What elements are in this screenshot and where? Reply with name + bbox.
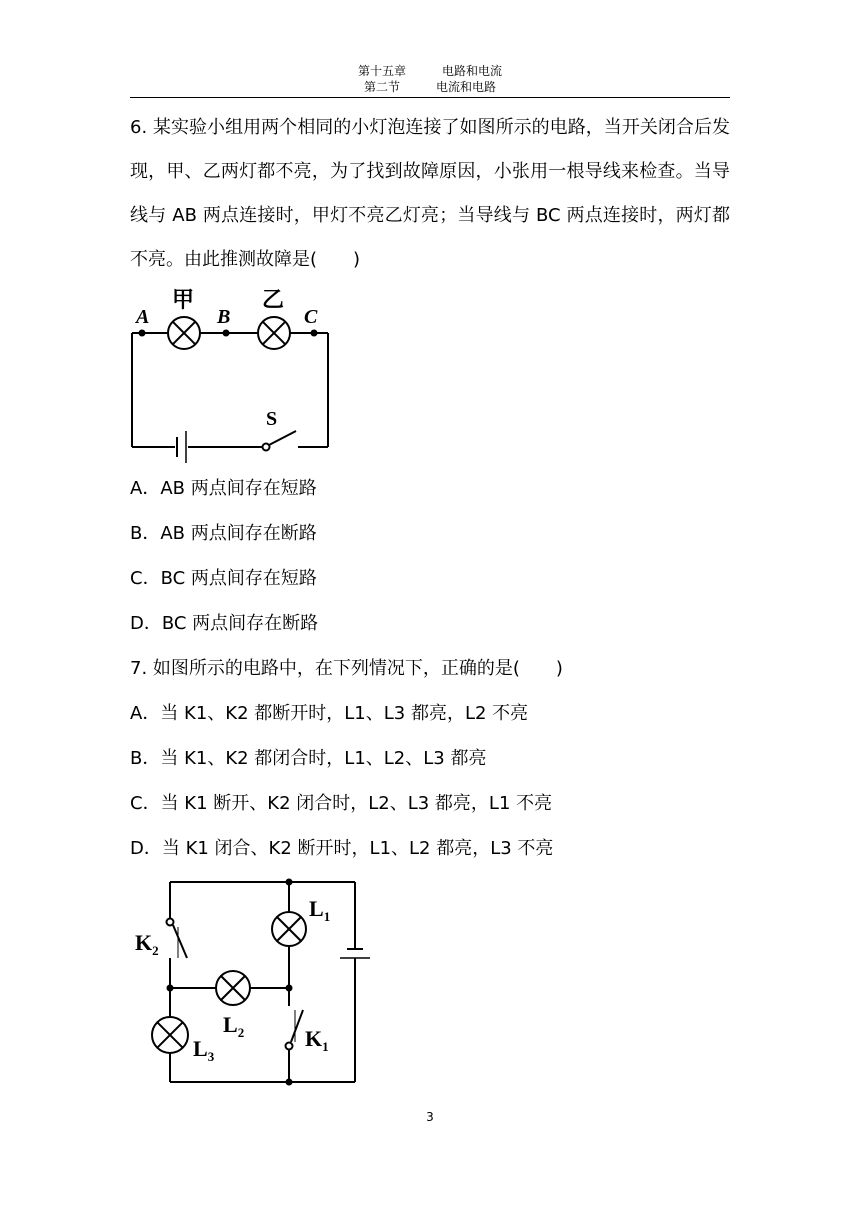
- lamp-l2-icon: [216, 971, 250, 1005]
- battery-icon: [177, 431, 186, 463]
- q6-circuit-diagram: [120, 285, 340, 465]
- label-yi: 乙: [262, 288, 285, 313]
- label-l1: $L_1$: [309, 896, 331, 924]
- label-b: B: [217, 306, 231, 328]
- header-chapter-title: 电路和电流: [442, 64, 503, 78]
- lamp-l1-icon: [272, 912, 306, 946]
- running-header-section: [0, 80, 860, 94]
- switch-icon: [263, 431, 297, 451]
- point-b-dot: [223, 330, 230, 337]
- running-header-chapter: [0, 64, 860, 78]
- switch-k2-icon: [167, 919, 188, 959]
- junction-dot: [286, 879, 293, 886]
- point-a-dot: [139, 330, 146, 337]
- header-rule: [130, 97, 730, 98]
- header-chapter: 第十五章: [357, 64, 406, 78]
- label-k2: $K_2$: [135, 930, 159, 958]
- q6-option-b: B．AB 两点间存在断路: [130, 523, 317, 544]
- q6-option-c: C．BC 两点间存在短路: [130, 568, 317, 589]
- lamp-jia-icon: [168, 317, 200, 349]
- label-l3: $L_3$: [193, 1036, 215, 1064]
- q7-option-c: C．当 K1 断开、K2 闭合时，L2、L3 都亮，L1 不亮: [130, 793, 553, 814]
- q7-option-d: D．当 K1 闭合、K2 断开时，L1、L2 都亮，L3 不亮: [130, 838, 554, 859]
- label-a: A: [136, 306, 150, 328]
- switch-k1-icon: [286, 1010, 304, 1050]
- q6-stem: 6. 某实验小组用两个相同的小灯泡连接了如图所示的电路，当开关闭合后发现，甲、乙两灯都不亮，为了找到故障原因，小张用一根导线来检查。当导线与 AB 两点连接时，甲灯不亮乙灯亮；当导线与 BC 两点连接时，两灯都不亮。由此推测故障是( ): [130, 117, 730, 270]
- label-k1: $K_1$: [305, 1026, 329, 1054]
- label-s: S: [266, 408, 278, 430]
- header-section: 第二节: [363, 80, 400, 94]
- q6-option-d: D．BC 两点间存在断路: [130, 613, 319, 634]
- junction-dot: [286, 985, 293, 992]
- point-c-dot: [311, 330, 318, 337]
- junction-dot: [167, 985, 174, 992]
- header-section-title: 电流和电路: [436, 80, 497, 94]
- q7-circuit-diagram: [125, 870, 385, 1090]
- label-jia: 甲: [172, 288, 195, 313]
- label-l2: $L_2$: [223, 1012, 245, 1040]
- junction-dot: [286, 1079, 293, 1086]
- lamp-l3-icon: [152, 1017, 188, 1053]
- lamp-yi-icon: [258, 317, 290, 349]
- label-c: C: [304, 306, 318, 328]
- q6-option-a: A．AB 两点间存在短路: [130, 478, 317, 499]
- q7-option-b: B．当 K1、K2 都闭合时，L1、L2、L3 都亮: [130, 748, 487, 769]
- q7-stem: 7. 如图所示的电路中，在下列情况下，正确的是( ): [130, 658, 563, 679]
- q7-option-a: A．当 K1、K2 都断开时，L1、L3 都亮，L2 不亮: [130, 703, 529, 724]
- page-number: 3: [426, 1110, 434, 1124]
- battery-icon: [340, 949, 370, 958]
